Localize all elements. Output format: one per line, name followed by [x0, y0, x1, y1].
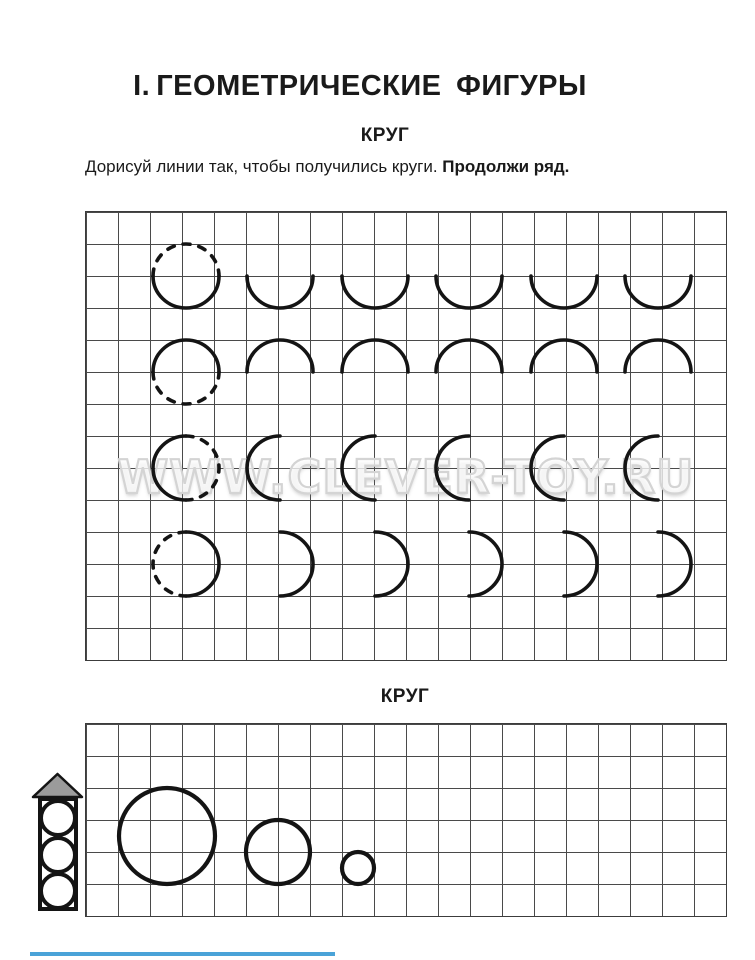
traffic-light-tower-icon	[28, 770, 88, 918]
practice-bottom-half-circle	[342, 276, 408, 308]
footer-accent-line	[30, 952, 335, 956]
section-heading-krug-1: КРУГ	[360, 125, 410, 146]
size-circles-layer	[86, 724, 726, 916]
practice-bottom-half-circle	[531, 276, 597, 308]
tower-circle-2	[41, 838, 75, 872]
example-circle-dashed-left-row4	[153, 532, 186, 596]
example-circle-solid-top-row2	[153, 340, 219, 372]
example-circle-solid-right-row4	[186, 532, 219, 596]
practice-bottom-half-circle	[436, 276, 502, 308]
circle-medium	[246, 820, 310, 884]
practice-shapes-layer	[86, 212, 726, 660]
practice-left-half-circle	[342, 436, 375, 500]
watermark-text: WWW.CLEVER-TOY.RU	[117, 450, 695, 504]
circle-small	[342, 852, 374, 884]
practice-bottom-half-circle	[625, 276, 691, 308]
tower-circle-3	[41, 874, 75, 908]
practice-right-half-circle	[469, 532, 502, 596]
practice-left-half-circle	[247, 436, 280, 500]
practice-top-half-circle	[342, 340, 408, 372]
practice-right-half-circle	[658, 532, 691, 596]
practice-bottom-half-circle	[247, 276, 313, 308]
practice-grid	[85, 211, 727, 661]
practice-left-half-circle	[531, 436, 564, 500]
size-circles-grid	[85, 723, 727, 917]
instruction-bold: Продолжи ряд.	[442, 157, 570, 176]
circle-large	[119, 788, 215, 884]
practice-top-half-circle	[625, 340, 691, 372]
practice-top-half-circle	[247, 340, 313, 372]
tower-roof-triangle	[33, 774, 82, 797]
page-title	[0, 70, 720, 103]
example-circle-solid-left-row3	[153, 436, 186, 500]
title-text: ГЕОМЕТРИЧЕСКИЕ ФИГУРЫ	[156, 70, 587, 102]
section-heading-krug-2: КРУГ	[380, 686, 430, 707]
instruction-normal: Дорисуй линии так, чтобы получились круги.	[85, 157, 443, 176]
practice-top-half-circle	[436, 340, 502, 372]
tower-circle-1	[41, 801, 75, 835]
instruction-text	[85, 157, 569, 177]
practice-right-half-circle	[280, 532, 313, 596]
practice-right-half-circle	[564, 532, 597, 596]
section-number: I.	[133, 70, 151, 102]
example-circle-dashed-top-row1	[153, 244, 219, 276]
example-circle-solid-bottom-row1	[153, 276, 219, 308]
practice-top-half-circle	[531, 340, 597, 372]
practice-left-half-circle	[625, 436, 658, 500]
example-circle-dashed-bottom-row2	[153, 372, 219, 404]
example-circle-dashed-right-row3	[186, 436, 219, 500]
practice-right-half-circle	[375, 532, 408, 596]
practice-left-half-circle	[436, 436, 469, 500]
